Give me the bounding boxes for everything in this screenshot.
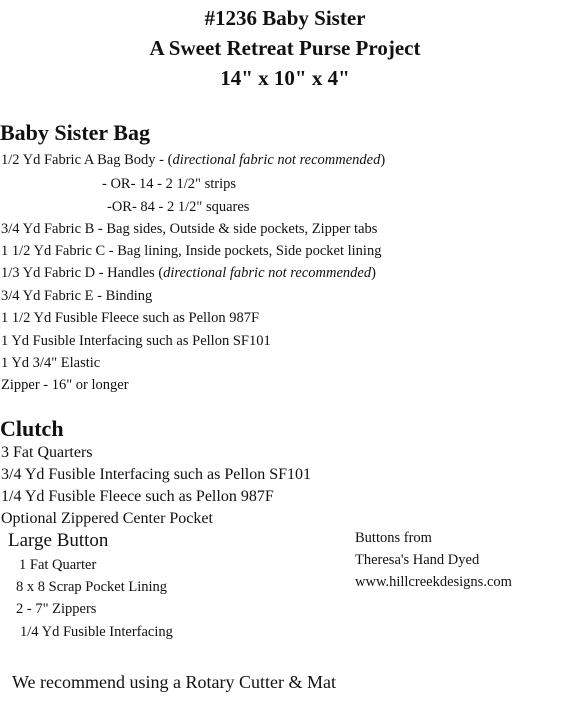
bag-material-item: 1 Yd Fusible Interfacing such as Pellon SF101 <box>1 333 271 349</box>
clutch-material-item: 1/4 Yd Fusible Fleece such as Pellon 987F <box>1 488 274 505</box>
buttons-note-line: Theresa's Hand Dyed <box>355 552 480 568</box>
bag-material-item: 1 1/2 Yd Fabric C - Bag lining, Inside pockets, Side pocket lining <box>1 243 382 259</box>
project-subtitle: A Sweet Retreat Purse Project <box>149 36 421 60</box>
clutch-heading: Clutch <box>0 416 64 441</box>
clutch-material-item: 3/4 Yd Fusible Interfacing such as Pellon SF101 <box>1 466 312 483</box>
clutch-material-item: Optional Zippered Center Pocket <box>1 510 213 527</box>
bag-material-item: 1 Yd 3/4" Elastic <box>1 355 101 371</box>
bag-material-item: 1/2 Yd Fabric A Bag Body - (directional fabric not recommended) <box>1 152 386 168</box>
large-button-heading: Large Button <box>8 530 109 551</box>
clutch-material-item: 3 Fat Quarters <box>1 444 93 461</box>
bag-material-item: 3/4 Yd Fabric B - Bag sides, Outside & side pockets, Zipper tabs <box>1 221 378 237</box>
bag-material-item: Zipper - 16" or longer <box>1 377 129 393</box>
bag-material-item: - OR- 14 - 2 1/2" strips <box>102 176 236 192</box>
large-button-item: 8 x 8 Scrap Pocket Lining <box>16 579 168 595</box>
dimensions: 14" x 10" x 4" <box>220 66 350 90</box>
pattern-number-title: #1236 Baby Sister <box>204 6 366 30</box>
bag-material-item: 3/4 Yd Fabric E - Binding <box>1 288 153 304</box>
large-button-item: 2 - 7" Zippers <box>16 601 97 617</box>
buttons-note-line: Buttons from <box>355 530 432 546</box>
footer-recommendation: We recommend using a Rotary Cutter & Mat <box>12 672 336 692</box>
bag-material-item: 1 1/2 Yd Fusible Fleece such as Pellon 987F <box>1 310 260 326</box>
large-button-item: 1/4 Yd Fusible Interfacing <box>20 624 173 640</box>
buttons-note-website: www.hillcreekdesigns.com <box>355 574 512 590</box>
bag-heading: Baby Sister Bag <box>0 120 150 145</box>
large-button-item: 1 Fat Quarter <box>19 557 97 573</box>
bag-material-item: 1/3 Yd Fabric D - Handles (directional fabric not recommended) <box>1 265 376 281</box>
bag-material-item: -OR- 84 - 2 1/2" squares <box>107 199 250 215</box>
